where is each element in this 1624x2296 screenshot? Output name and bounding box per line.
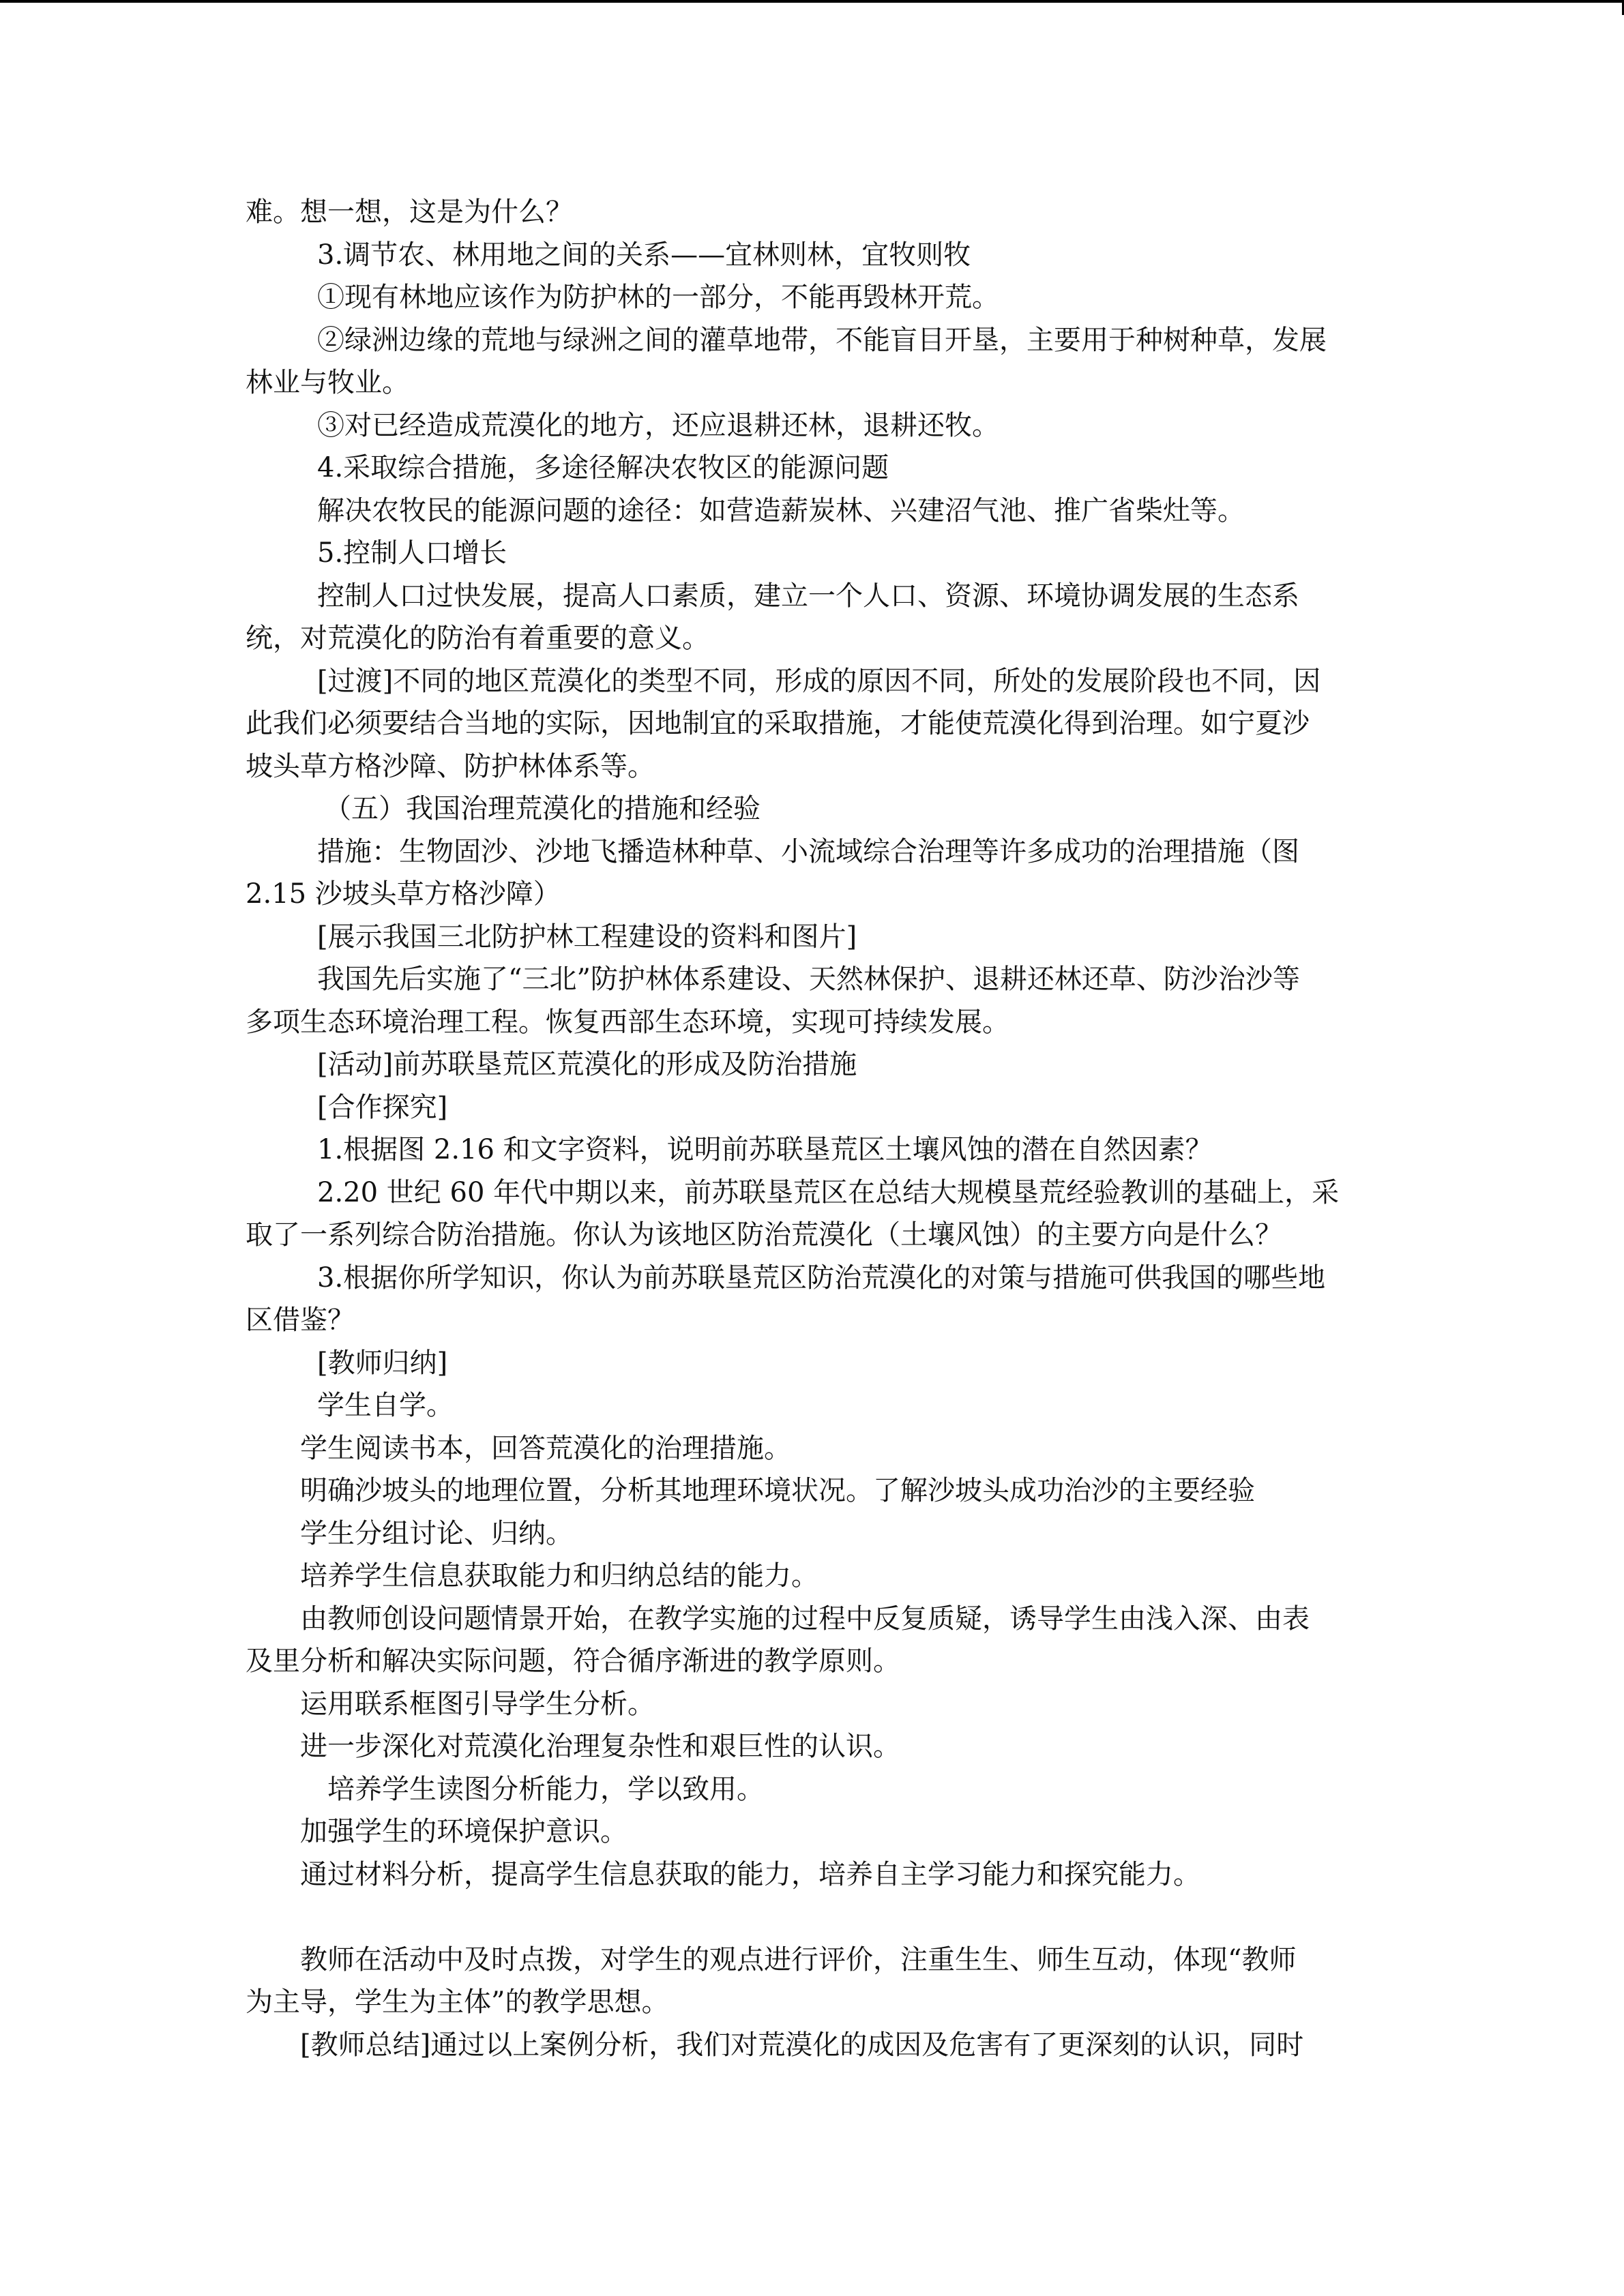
- text-line: 1.根据图 2.16 和文字资料，说明前苏联垦荒区土壤风蚀的潜在自然因素？: [317, 1134, 1213, 1165]
- text-line: 通过材料分析，提高学生信息获取的能力，培养自主学习能力和探究能力。: [300, 1858, 1200, 1890]
- text-line: 统，对荒漠化的防治有着重要的意义。: [246, 623, 709, 654]
- text-line: [活动]前苏联垦荒区荒漠化的形成及防治措施: [317, 1049, 857, 1080]
- text-line: 3.根据你所学知识，你认为前苏联垦荒区防治荒漠化的对策与措施可供我国的哪些地: [317, 1262, 1326, 1294]
- text-line: 区借鉴？: [246, 1304, 355, 1336]
- text-line: [教师总结]通过以上案例分析，我们对荒漠化的成因及危害有了更深刻的认识，同时: [300, 2029, 1304, 2061]
- text-line: 4.采取综合措施，多途径解决农牧区的能源问题: [317, 452, 889, 483]
- text-line: 此我们必须要结合当地的实际，因地制宜的采取措施，才能使荒漠化得到治理。如宁夏沙: [246, 708, 1310, 739]
- text-line: 多项生态环境治理工程。恢复西部生态环境，实现可持续发展。: [246, 1006, 1009, 1038]
- text-line: 学生分组讨论、归纳。: [300, 1517, 573, 1549]
- text-line: 控制人口过快发展，提高人口素质，建立一个人口、资源、环境协调发展的生态系: [317, 580, 1299, 612]
- text-line: 由教师创设问题情景开始，在教学实施的过程中反复质疑，诱导学生由浅入深、由表: [300, 1602, 1310, 1635]
- text-line: [合作探究]: [317, 1091, 448, 1123]
- text-line: 加强学生的环境保护意识。: [300, 1816, 628, 1847]
- text-line: 林业与牧业。: [246, 367, 409, 398]
- text-line: ①现有林地应该作为防护林的一部分，不能再毁林开荒。: [317, 282, 999, 313]
- text-line: 解决农牧民的能源问题的途径：如营造薪炭林、兴建沼气池、推广省柴灶等。: [317, 494, 1245, 526]
- text-line: 培养学生信息获取能力和归纳总结的能力。: [300, 1560, 818, 1592]
- text-line: 措施：生物固沙、沙地飞播造林种草、小流域综合治理等许多成功的治理措施（图: [317, 835, 1299, 867]
- text-line: 培养学生读图分析能力，学以致用。: [327, 1773, 764, 1805]
- text-line: [教师归纳]: [317, 1347, 448, 1379]
- text-line: （五）我国治理荒漠化的措施和经验: [324, 793, 761, 824]
- text-line: ②绿洲边缘的荒地与绿洲之间的灌草地带，不能盲目开垦，主要用于种树种草，发展: [317, 324, 1327, 356]
- text-line: 学生自学。: [317, 1390, 454, 1421]
- text-line: ③对已经造成荒漠化的地方，还应退耕还林，退耕还牧。: [317, 409, 999, 441]
- blank-line: [246, 1896, 1378, 1939]
- text-line: 明确沙坡头的地理位置，分析其地理环境状况。了解沙坡头成功治沙的主要经验: [300, 1475, 1255, 1506]
- text-line: [展示我国三北防护林工程建设的资料和图片]: [317, 921, 857, 953]
- text-line: 为主导，学生为主体”的教学思想。: [246, 1986, 669, 2018]
- text-line: 进一步深化对荒漠化治理复杂性和艰巨性的认识。: [300, 1731, 900, 1762]
- text-line: 2.15 沙坡头草方格沙障）: [246, 878, 561, 910]
- text-line: 5.控制人口增长: [317, 537, 507, 569]
- text-line: 教师在活动中及时点拨，对学生的观点进行评价，注重生生、师生互动，体现“教师: [300, 1943, 1297, 1976]
- text-line: 取了一系列综合防治措施。你认为该地区防治荒漠化（土壤风蚀）的主要方向是什么？: [246, 1219, 1282, 1251]
- text-line: 我国先后实施了“三北”防护林体系建设、天然林保护、退耕还林还草、防沙治沙等: [317, 964, 1300, 995]
- text-line: 运用联系框图引导学生分析。: [300, 1688, 655, 1720]
- text-line: 难。想一想，这是为什么？: [246, 196, 573, 228]
- document-body: [246, 191, 1378, 2066]
- text-line: 3.调节农、林用地之间的关系——宜林则林，宜牧则牧: [317, 239, 971, 271]
- text-line: 2.20 世纪 60 年代中期以来，前苏联垦荒区在总结大规模垦荒经验教训的基础上，采: [317, 1176, 1340, 1208]
- text-line: 及里分析和解决实际问题，符合循序渐进的教学原则。: [246, 1645, 900, 1677]
- text-line: 坡头草方格沙障、防护林体系等。: [246, 750, 655, 782]
- top-border-rule: [0, 0, 1624, 3]
- text-line: 学生阅读书本，回答荒漠化的治理措施。: [300, 1432, 791, 1464]
- text-line: [过渡]不同的地区荒漠化的类型不同，形成的原因不同，所处的发展阶段也不同，因: [317, 665, 1321, 697]
